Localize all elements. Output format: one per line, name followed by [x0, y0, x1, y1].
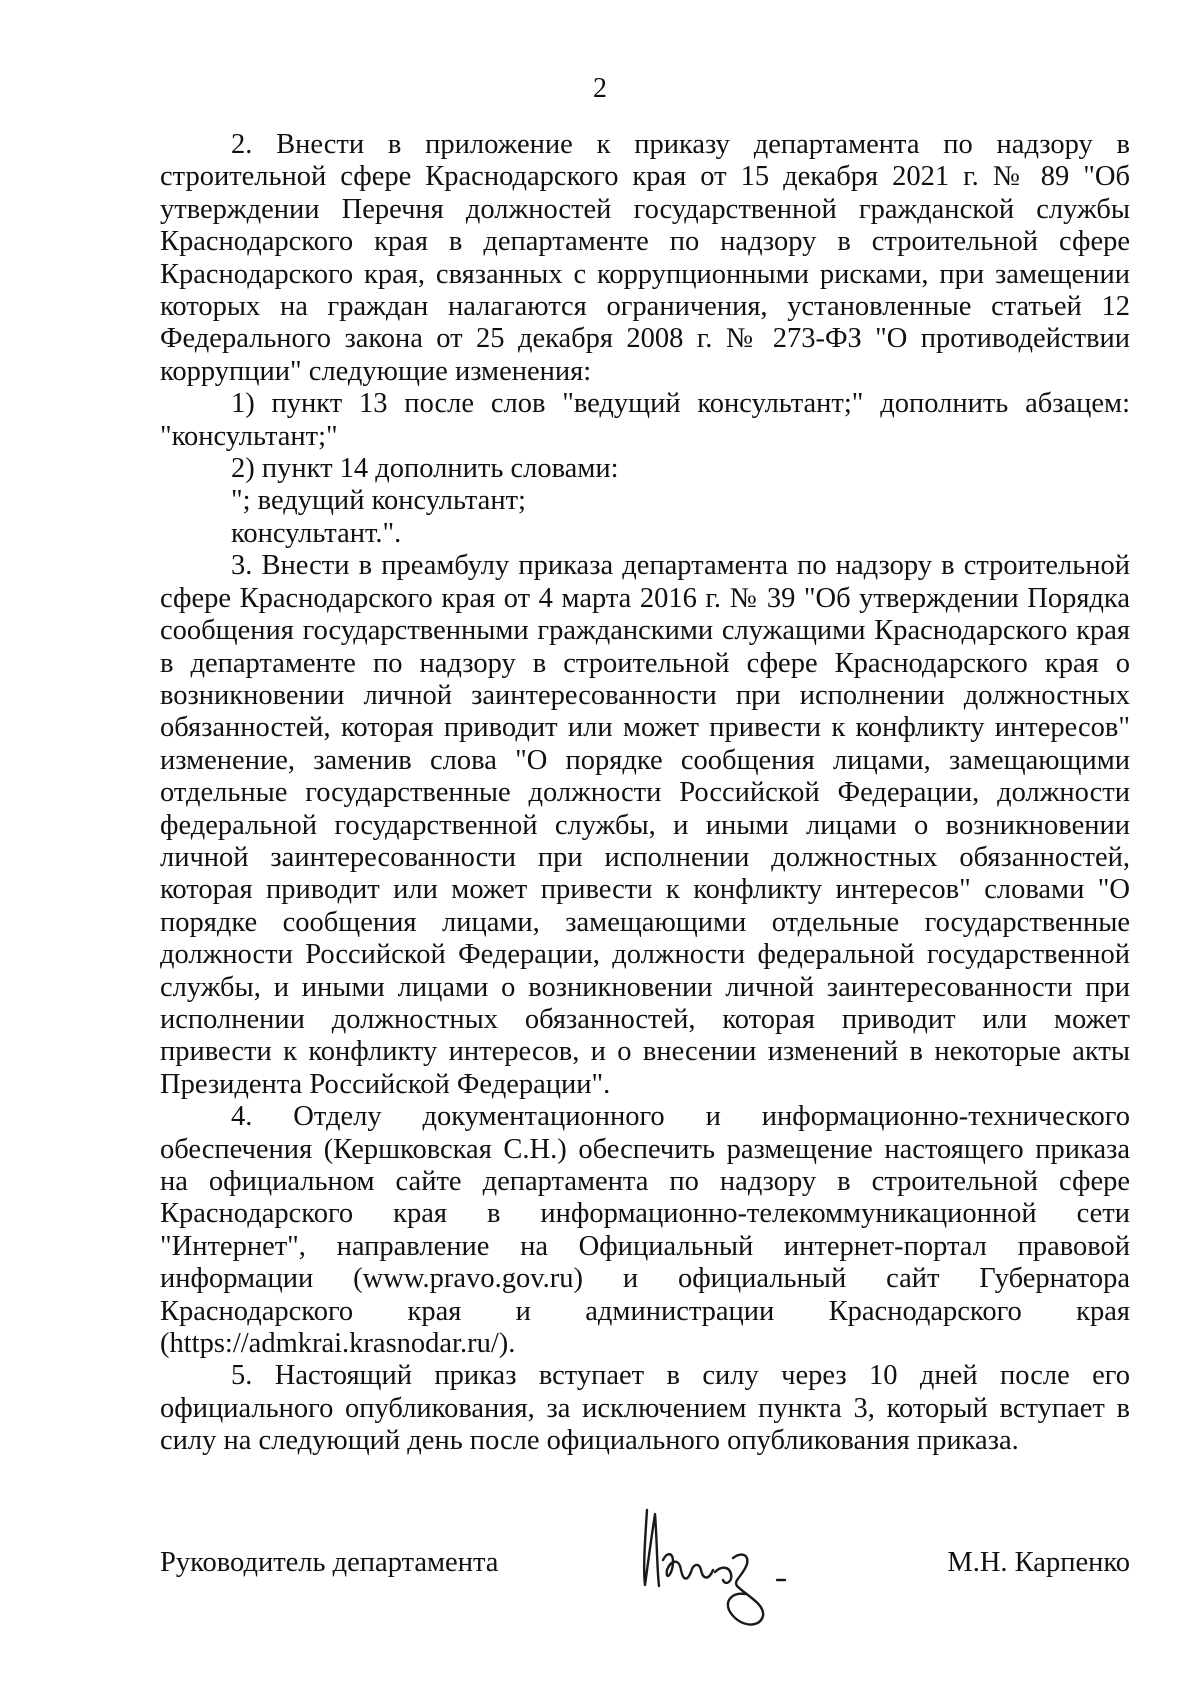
- paragraph-5: 5. Настоящий приказ вступает в силу через 10 дней после его официального опубликования, за исключением пункта 3, который вступает в силу на следующий день после официального опубликования приказа.: [160, 1360, 1130, 1457]
- page-number: 2: [593, 73, 607, 104]
- paragraph-3: 3. Внести в преамбулу приказа департамента по надзору в строительной сфере Краснодарского края от 4 марта 2016 г. № 39 "Об утверждении Порядка сообщения государственными гражданскими служащими Краснодарского края в департаменте по надзору в строительной сфере Краснодарского края о возникновении личной заинтересованности при исполнении должностных обязанностей, которая приводит или может привести к конфликту интересов" изменение, заменив слова "О порядке сообщения лицами, замещающими отдельные государственные должности Российской Федерации, должности федеральной государственной службы, и иными лицами о возникновении личной заинтересованности при исполнении должностных обязанностей, которая приводит или может привести к конфликту интересов" словами "О порядке сообщения лицами, замещающими отдельные государственные должности Российской Федерации, должности федеральной государственной службы, и иными лицами о возникновении личной заинтересованности при исполнении должностных обязанностей, которая приводит или может привести к конфликту интересов, и о внесении изменений в некоторые акты Президента Российской Федерации".: [160, 550, 1130, 1100]
- handwritten-signature: [637, 1500, 797, 1630]
- paragraph-2-item-1: 1) пункт 13 после слов "ведущий консультант;" дополнить абзацем: "консультант;": [160, 388, 1130, 452]
- paragraph-4: 4. Отделу документационного и информационно-технического обеспечения (Кершковская С.Н.) обеспечить размещение настоящего приказа на официальном сайте департамента по надзору в строительной сфере Краснодарского края в информационно-телекоммуникационной сети "Интернет", направление на Официальный интернет-портал правовой информации (www.pravo.gov.ru) и официальный сайт Губернатора Краснодарского края и администрации Краснодарского края (https://admkrai.krasnodar.ru/).: [160, 1101, 1130, 1360]
- paragraph-2-item-2-line-a: "; ведущий консультант;: [231, 485, 526, 517]
- signer-name: М.Н. Карпенко: [947, 1547, 1130, 1578]
- paragraph-2: 2. Внести в приложение к приказу департамента по надзору в строительной сфере Краснодарского края от 15 декабря 2021 г. № 89 "Об утверждении Перечня должностей государственной гражданской службы Краснодарского края в департаменте по надзору в строительной сфере Краснодарского края, связанных с коррупционными рисками, при замещении которых на граждан налагаются ограничения, установленные статьей 12 Федерального закона от 25 декабря 2008 г. № 273-ФЗ "О противодействии коррупции" следующие изменения:: [160, 129, 1130, 387]
- signer-position: Руководитель департамента: [160, 1547, 499, 1578]
- paragraph-2-item-2: 2) пункт 14 дополнить словами:: [231, 453, 619, 485]
- document-body: [160, 129, 1130, 1458]
- paragraph-2-item-2-line-b: консультант.".: [231, 517, 402, 549]
